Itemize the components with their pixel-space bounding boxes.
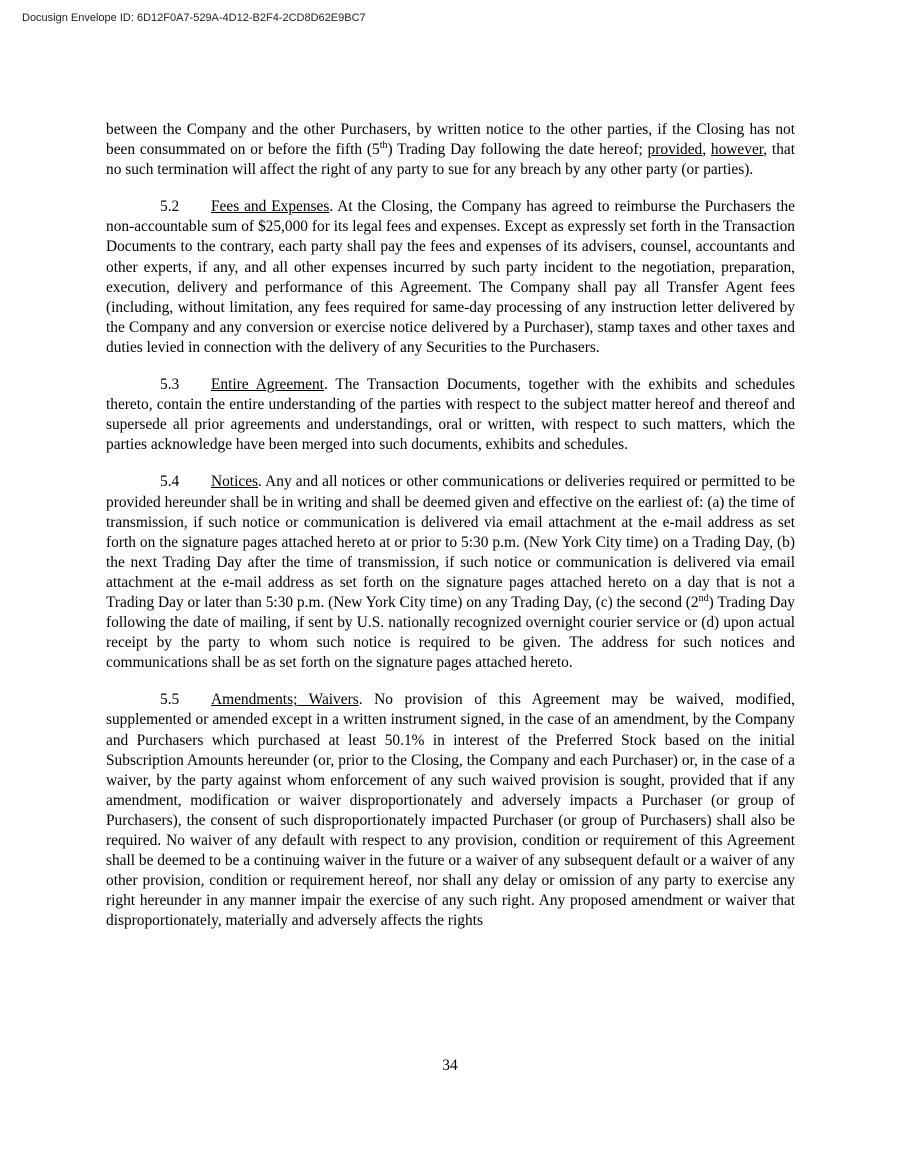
section-5-2: [106, 197, 795, 358]
section-text: . The Transaction Documents, together with the exhibits and schedules thereto, contain the entire understanding of the parties with respect to the subject matter hereof and thereof and supersede all prior agreements and understandings, oral or written, with respect to such matters, which the parties acknowledge have been merged into such documents, exhibits and schedules.: [106, 376, 795, 454]
section-5-4: [106, 472, 795, 673]
page-number: 34: [442, 1057, 458, 1074]
section-text-1: . Any and all notices or other communications or deliveries required or permitted to be provided hereunder shall be in writing and shall be deemed given and effective on the earliest of: (a) the time of transmission, if such notice or communication is delivered via email attachment at the e-mail address as set forth on the signature pages attached hereto at or prior to 5:30 p.m. (New York City time) on a Trading Day, (b) the next Trading Day after the time of transmission, if such notice or communication is delivered via email attachment at the e-mail address as set forth on the signature pages attached hereto on a day that is not a Trading Day or later than 5:30 p.m. (New York City time) on any Trading Day, (c) the second (2: [106, 473, 795, 611]
section-text: . At the Closing, the Company has agreed to reimburse the Purchasers the non-accountable sum of $25,000 for its legal fees and expenses. Except as expressly set forth in the Transaction Documents to the contrary, each party shall pay the fees and expenses of its advisers, counsel, accountants and other experts, if any, and all other expenses incurred by such party incident to the negotiation, preparation, execution, delivery and performance of this Agreement. The Company shall pay all Transfer Agent fees (including, without limitation, any fees required for same-day processing of any instruction letter delivered by the Company and any conversion or exercise notice delivered by a Purchaser), stamp taxes and other taxes and duties levied in connection with the delivery of any Securities to the Purchasers.: [106, 198, 795, 356]
section-number: 5.3: [160, 376, 180, 394]
section-number: 5.2: [160, 198, 180, 216]
section-number: 5.4: [160, 473, 180, 491]
section-text-2: ) Trading Day following the date of mailing, if sent by U.S. nationally recognized overnight courier service or (d) upon actual receipt by the party to whom such notice is required to be given. The address for such notices and communications shall be as set forth on the signature pages attached hereto.: [106, 593, 795, 672]
section-number: 5.5: [160, 691, 180, 709]
section-5-3: [106, 375, 795, 455]
section-heading: Amendments; Waivers: [211, 691, 359, 709]
section-heading: Fees and Expenses: [211, 198, 330, 216]
intro-text-1: between the Company and the other Purchasers, by written notice to the other parties, if the Closing has not been consummated on or before the fifth (5: [106, 121, 795, 159]
provided-term: provided: [647, 141, 703, 159]
section-heading: Entire Agreement: [211, 376, 324, 394]
section-heading: Notices: [211, 473, 259, 491]
intro-text-3: ,: [702, 141, 711, 159]
docusign-envelope-id: Docusign Envelope ID: 6D12F0A7-529A-4D12-B2F4-2CD8D62E9BC7: [22, 12, 366, 24]
ordinal-suffix: nd: [698, 592, 709, 604]
paragraph-intro: [106, 120, 795, 180]
however-term: however: [710, 141, 764, 159]
ordinal-suffix: th: [379, 139, 388, 151]
document-body: [106, 120, 795, 948]
section-text: . No provision of this Agreement may be waived, modified, supplemented or amended except in a written instrument signed, in the case of an amendment, by the Company and Purchasers which purchased at least 50.1% in interest of the Preferred Stock based on the initial Subscription Amounts hereunder (or, prior to the Closing, the Company and each Purchaser) or, in the case of a waiver, by the party against whom enforcement of any such waived provision is sought, provided that if any amendment, modification or waiver disproportionately and adversely impacts a Purchaser (or group of Purchasers), the consent of such disproportionately impacted Purchaser (or group of Purchasers) shall also be required. No waiver of any default with respect to any provision, condition or requirement of this Agreement shall be deemed to be a continuing waiver in the future or a waiver of any subsequent default or a waiver of any other provision, condition or requirement hereof, nor shall any delay or omission of any party to exercise any right hereunder in any manner impair the exercise of any such right. Any proposed amendment or waiver that disproportionately, materially and adversely affects the rights: [106, 691, 795, 930]
intro-text-2: ) Trading Day following the date hereof;: [387, 141, 648, 159]
section-5-5: [106, 690, 795, 931]
intro-text-4: , that no such termination will affect the right of any party to sue for any breach by any other party (or parties).: [106, 141, 795, 179]
